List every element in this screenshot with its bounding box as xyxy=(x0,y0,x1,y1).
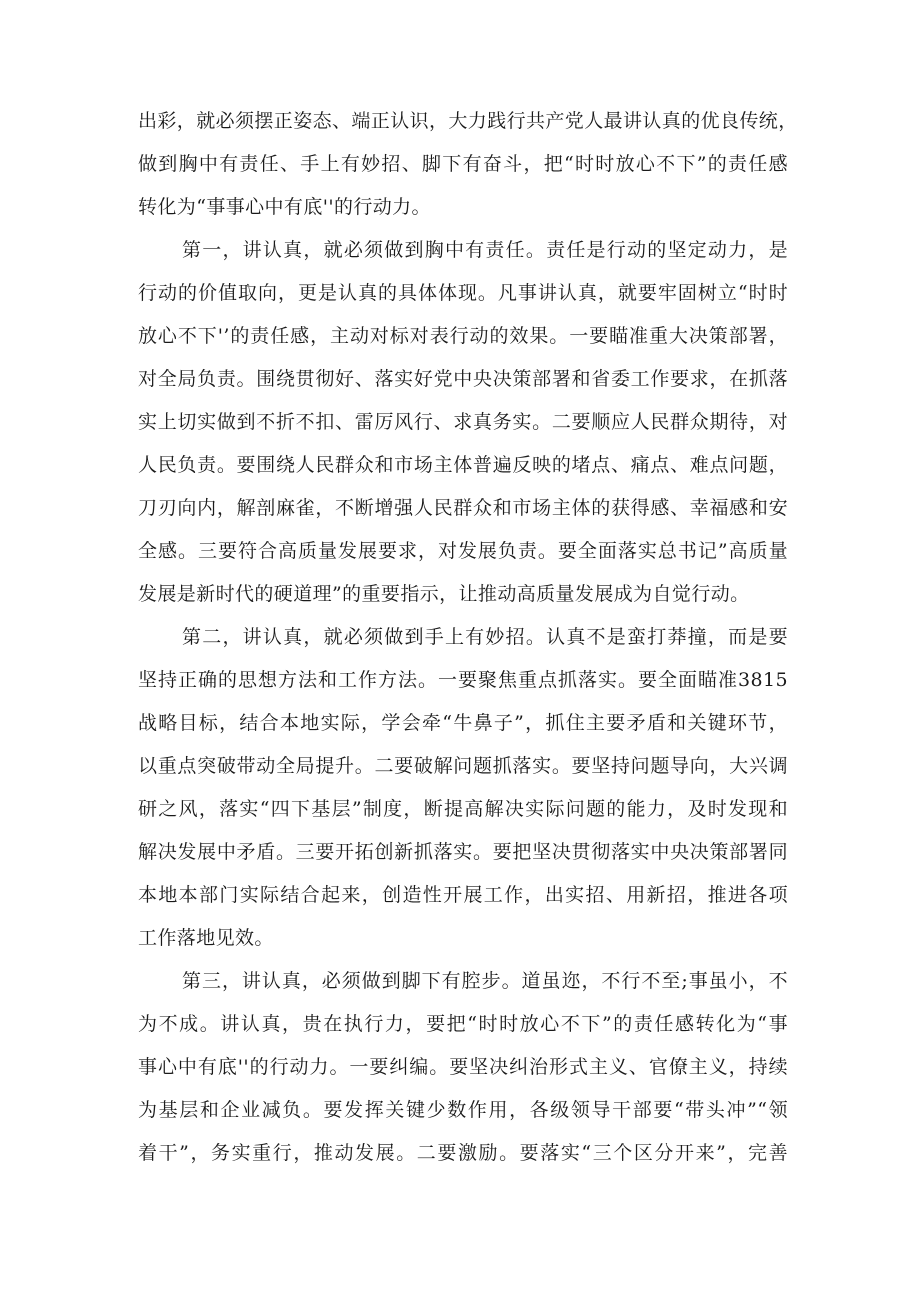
text-line: 做到胸中有责任、手上有妙招、脚下有奋斗，把“时时放心不下”的责任感 xyxy=(138,153,788,175)
text-line: 以重点突破带动全局提升。二要破解问题抓落实。要坚持问题导向，大兴调 xyxy=(138,755,788,777)
paragraph-third xyxy=(138,960,788,1175)
text-line: 研之风，落实“四下基层”制度，断提高解决实际问题的能力，及时发现和 xyxy=(138,798,788,820)
text-line: 战略目标，结合本地实际，学会牵“牛鼻子”，抓住主要矛盾和关键环节， xyxy=(138,712,788,734)
text-line: 实上切实做到不折不扣、雷厉风行、求真务实。二要顺应人民群众期待，对 xyxy=(138,411,788,433)
text-line: 第三，讲认真，必须做到脚下有腔步。道虽迩，不行不至;事虽小，不 xyxy=(182,970,788,992)
text-line: 解决发展中矛盾。三要开拓创新抓落实。要把坚决贯彻落实中央决策部署同 xyxy=(138,841,788,863)
text-line: 人民负责。要围绕人民群众和市场主体普遍反映的堵点、痛点、难点问题， xyxy=(138,454,788,476)
text-line: 出彩，就必须摆正姿态、端正认识，大力践行共产党人最讲认真的优良传统， xyxy=(138,110,798,132)
text-line: 为不成。讲认真，贵在执行力，要把“时时放心不下”的责任感转化为“事 xyxy=(138,1013,788,1035)
text-line: 工作落地见效。 xyxy=(138,927,274,949)
text-line: 转化为“事事心中有底''的行动力。 xyxy=(138,196,431,218)
text-line: 事心中有底''的行动力。一要纠编。要坚决纠治形式主义、官僚主义，持续 xyxy=(138,1056,788,1078)
text-line: 第一，讲认真，就必须做到胸中有责任。责任是行动的坚定动力，是 xyxy=(182,239,788,261)
text-line: 本地本部门实际结合起来，创造性开展工作，出实招、用新招，推进各项 xyxy=(138,884,788,906)
text-line: 对全局负责。围绕贯彻好、落实好党中央决策部署和省委工作要求，在抓落 xyxy=(138,368,788,390)
text-line: 坚持正确的思想方法和工作方法。一要聚焦重点抓落实。要全面瞄准3815 xyxy=(138,669,788,691)
text-line: 第二，讲认真，就必须做到手上有妙招。认真不是蛮打莽撞，而是要 xyxy=(182,626,788,648)
text-line: 发展是新时代的硬道理”的重要指示，让推动高质量发展成为自觉行动。 xyxy=(138,583,750,605)
text-line: 着干”，务实重行，推动发展。二要激励。要落实“三个区分开来”，完善 xyxy=(138,1142,788,1164)
text-line: 放心不下'’的责任感，主动对标对表行动的效果。一要瞄准重大决策部署， xyxy=(138,325,788,347)
text-line: 为基层和企业减负。要发挥关键少数作用，各级领导干部要“带头冲”“领 xyxy=(138,1099,788,1121)
text-line: 全感。三要符合高质量发展要求，对发展负责。要全面落实总书记”高质量 xyxy=(138,540,788,562)
paragraph-intro xyxy=(138,100,798,229)
paragraph-first xyxy=(138,229,788,616)
text-line: 刀刃向内，解剖麻雀，不断增强人民群众和市场主体的获得感、幸福感和安 xyxy=(138,497,788,519)
paragraph-second xyxy=(138,616,788,960)
text-line: 行动的价值取向，更是认真的具体体现。凡事讲认真，就要牢固树立“时时 xyxy=(138,282,788,304)
document-body xyxy=(138,100,798,1175)
